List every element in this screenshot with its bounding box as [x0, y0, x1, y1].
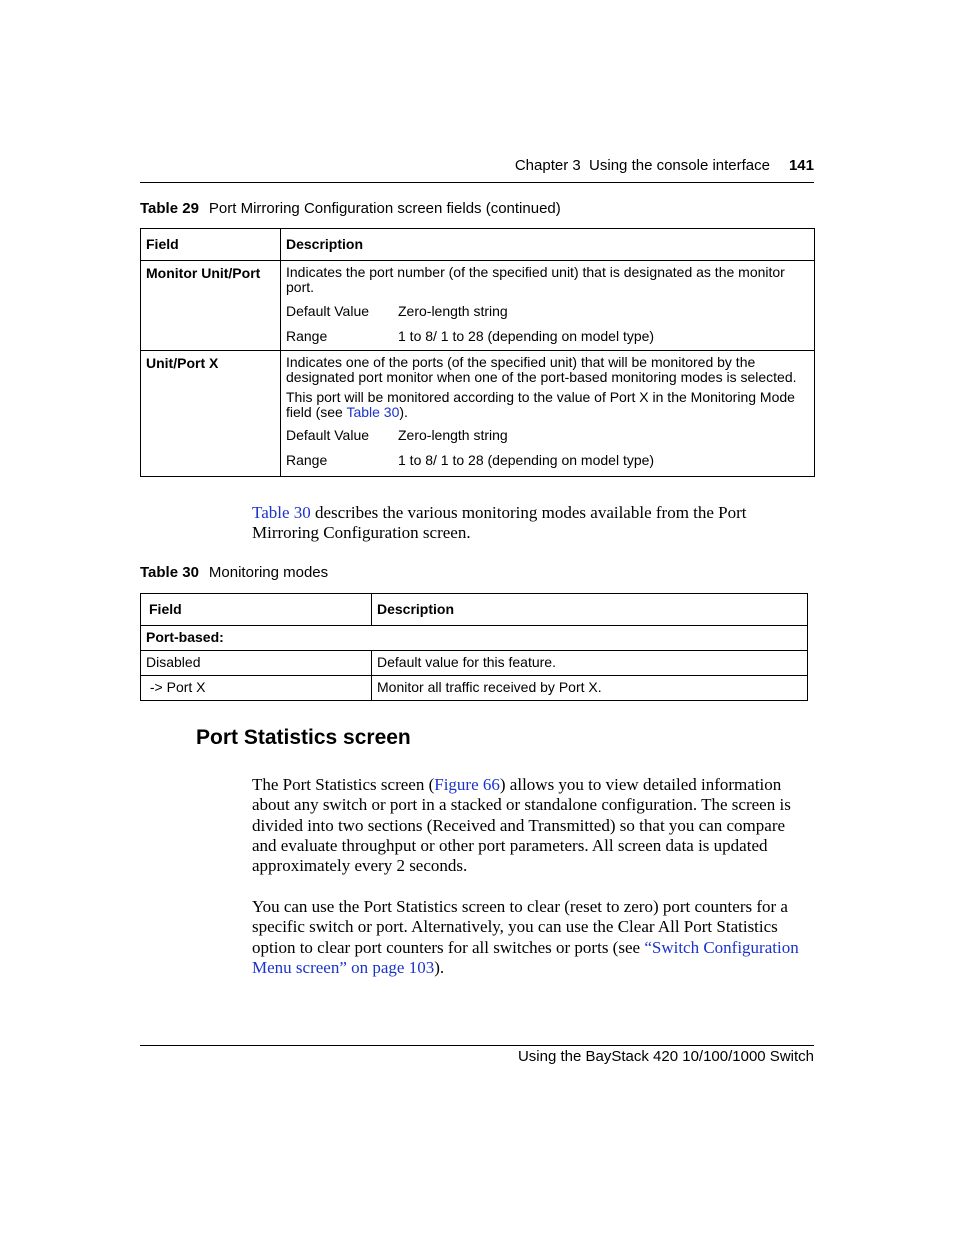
- range-label: Range: [286, 328, 328, 344]
- page-footer: [140, 1045, 814, 1065]
- table29-description-text: Indicates one of the ports (of the specified unit) that will be monitored by the designated port monitor when one of the port-based monitoring modes is selected.: [286, 354, 797, 385]
- table30-link[interactable]: Table 30: [252, 503, 311, 522]
- table30-field-cell: Disabled: [141, 651, 372, 676]
- paragraph-text-before: You can use the Port Statistics screen to clear (reset to zero) port counters for a specific switch or port. Alternatively, you can use the Clear All Port Statistics option to clear port counters for all switches or ports (see: [252, 897, 788, 957]
- default-value: Zero-length string: [398, 303, 508, 319]
- figure66-link[interactable]: Figure 66: [434, 775, 500, 794]
- section-paragraph-1: [252, 775, 808, 876]
- table29-description-cell: [281, 351, 815, 477]
- paragraph-text-after: ) allows you to view detailed information about any switch or port in a stacked or standalone configuration. The screen is divided into two sections (Received and Transmitted) so that you can compare and evaluate throughput or other port parameters. All screen data is updated approximately every 2 seconds.: [252, 775, 791, 876]
- table29-header-row: [141, 229, 815, 261]
- default-value-label: Default Value: [286, 427, 370, 443]
- table30-description-cell: Default value for this feature.: [372, 651, 808, 676]
- range-row: [286, 329, 809, 344]
- table-row: [141, 676, 808, 701]
- table-row: [141, 261, 815, 351]
- range-value: 1 to 8/ 1 to 28 (depending on model type): [398, 328, 655, 344]
- range-value: 1 to 8/ 1 to 28 (depending on model type): [398, 452, 655, 468]
- switch-config-menu-link[interactable]: “Switch Configuration Menu screen” on page 103: [252, 937, 799, 977]
- table29-description-cell: [281, 261, 815, 351]
- table30-label: Table 30: [140, 564, 199, 581]
- table29-col-description: Description: [281, 229, 815, 261]
- description-text-after: ).: [399, 404, 408, 420]
- table29-description-text-2: [286, 390, 809, 420]
- table30-field-cell: -> Port X: [141, 676, 372, 701]
- table29-caption: [140, 200, 561, 217]
- table29-field-cell: Unit/Port X: [141, 351, 281, 477]
- default-value-label: Default Value: [286, 303, 370, 319]
- table29-title: Port Mirroring Configuration screen fields (continued): [208, 200, 561, 217]
- section-paragraph-2: [252, 897, 808, 978]
- table-row: [141, 626, 808, 651]
- table30-header-row: [141, 594, 808, 626]
- footer-title: Using the BayStack 420 10/100/1000 Switch: [517, 1048, 814, 1065]
- table30-caption: [140, 564, 328, 581]
- intro-paragraph: [252, 503, 808, 544]
- intro-paragraph-text: describes the various monitoring modes available from the Port Mirroring Configuration screen.: [252, 503, 747, 543]
- range-row: [286, 453, 809, 468]
- page-number: 141: [788, 157, 814, 174]
- range-label: Range: [286, 452, 328, 468]
- section-title: Port Statistics screen: [196, 726, 411, 749]
- paragraph-text-before: The Port Statistics screen (: [252, 775, 435, 794]
- table30-title: Monitoring modes: [208, 564, 329, 581]
- table30-col-description: Description: [372, 594, 808, 626]
- chapter-title: Chapter 3 Using the console interface: [514, 157, 770, 174]
- table30-description-cell: Monitor all traffic received by Port X.: [372, 676, 808, 701]
- paragraph-text-after: ).: [434, 957, 445, 977]
- table29-col-field: Field: [141, 229, 281, 261]
- table29-label: Table 29: [140, 200, 199, 217]
- table-row: [141, 351, 815, 477]
- table30-group-heading: Port-based:: [141, 626, 808, 651]
- table29: [140, 228, 815, 477]
- table30: [140, 593, 808, 701]
- description-text-before: This port will be monitored according to the value of Port X in the Monitoring Mode field (see: [286, 389, 795, 420]
- table30-link[interactable]: Table 30: [346, 404, 400, 420]
- table29-description-text: Indicates the port number (of the specified unit) that is designated as the monitor port.: [286, 264, 785, 295]
- page-header: [140, 156, 814, 183]
- table-row: [141, 651, 808, 676]
- table29-field-cell: Monitor Unit/Port: [141, 261, 281, 351]
- table30-col-field: Field: [141, 594, 372, 626]
- default-value: Zero-length string: [398, 427, 508, 443]
- default-value-row: [286, 428, 809, 443]
- default-value-row: [286, 304, 809, 319]
